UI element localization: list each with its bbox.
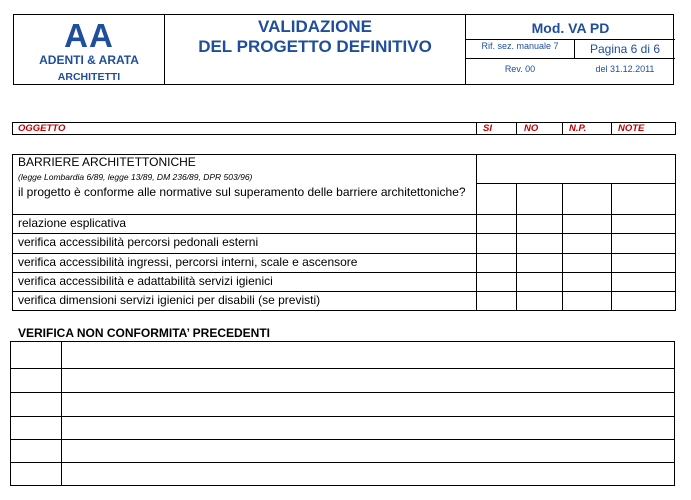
column-divider	[611, 123, 612, 134]
checklist-item: verifica dimensioni servizi igienici per disabili (se previsti)	[18, 293, 321, 307]
checklist-item: verifica accessibilità percorsi pedonali esterni	[18, 235, 259, 249]
column-divider	[61, 342, 62, 485]
document-title-line-2: DEL PROGETTO DEFINITIVO	[198, 37, 432, 56]
checklist-column-header	[12, 122, 676, 135]
manual-reference: Rif. sez. manuale 7	[481, 41, 559, 51]
column-np: N.P.	[569, 123, 587, 134]
checklist-item: il progetto è conforme alle normative sul superamento delle barriere architettoniche?	[18, 185, 466, 199]
row-divider	[13, 253, 675, 254]
header-divider	[466, 58, 675, 59]
checklist-item: verifica accessibilità ingressi, percorsi interni, scale e ascensore	[18, 255, 358, 269]
row-divider	[11, 462, 674, 463]
row-divider	[11, 392, 674, 393]
column-divider	[562, 123, 563, 134]
page-number: Pagina 6 di 6	[589, 42, 661, 56]
company-logo-mark: AA	[64, 17, 114, 54]
row-divider	[11, 416, 674, 417]
column-divider	[476, 123, 477, 134]
column-si: SI	[483, 123, 492, 134]
row-divider	[11, 368, 674, 369]
section-title: BARRIERE ARCHITETTONICHE	[18, 155, 196, 169]
row-divider	[476, 183, 676, 184]
checklist-item: verifica accessibilità e adattabilità servizi igienici	[18, 274, 273, 288]
document-title-line-1: VALIDAZIONE	[258, 17, 372, 36]
revision-date: del 31.12.2011	[595, 64, 655, 74]
document-header	[13, 14, 674, 85]
non-conformity-title: VERIFICA NON CONFORMITA’ PRECEDENTI	[18, 326, 271, 340]
revision-number: Rev. 00	[504, 64, 536, 74]
row-divider	[13, 291, 675, 292]
row-divider	[13, 233, 675, 234]
module-code: Mod. VA PD	[531, 20, 610, 36]
checklist-table	[12, 154, 676, 311]
checklist-item: relazione esplicativa	[18, 216, 127, 230]
row-divider	[13, 272, 675, 273]
header-divider	[466, 39, 675, 40]
company-subtitle: ARCHITETTI	[57, 71, 121, 83]
document-title	[165, 17, 465, 57]
section-laws: (legge Lombardia 6/89, legge 13/89, DM 236/89, DPR 503/96)	[18, 172, 253, 182]
column-divider	[516, 123, 517, 134]
row-divider	[13, 214, 675, 215]
column-no: NO	[524, 123, 539, 134]
company-name: ADENTI & ARATA	[39, 53, 139, 67]
column-oggetto: OGGETTO	[18, 123, 66, 134]
non-conformity-table	[10, 341, 675, 486]
row-divider	[11, 439, 674, 440]
column-note: NOTE	[618, 123, 645, 134]
